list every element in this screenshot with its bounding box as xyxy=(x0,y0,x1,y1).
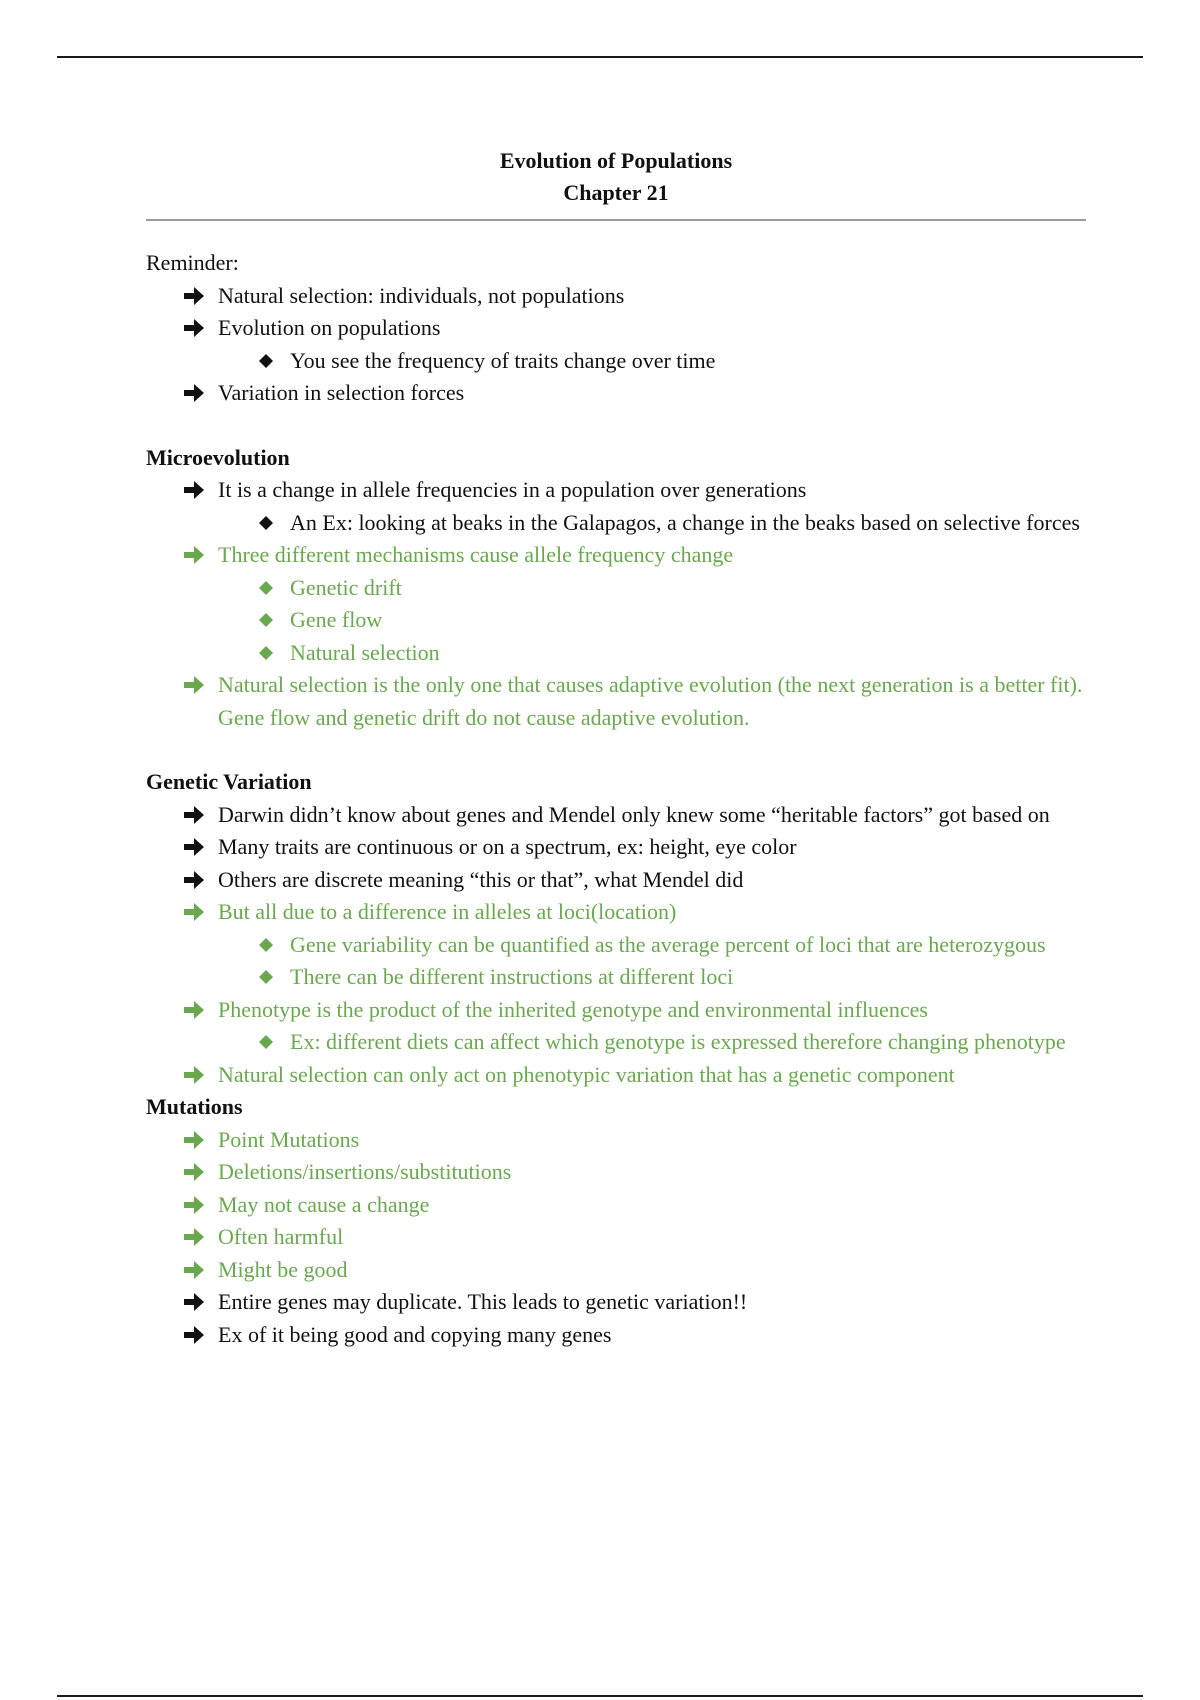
list-item: Often harmful xyxy=(146,1221,1086,1254)
page-top-rule xyxy=(57,56,1143,58)
arrow-bullet-icon xyxy=(182,799,206,831)
arrow-bullet-icon xyxy=(182,377,206,409)
genetic-variation-list xyxy=(146,799,1086,897)
section-title-microevolution: Microevolution xyxy=(146,444,290,470)
diamond-bullet-icon xyxy=(256,572,276,604)
sub-list-item: Gene variability can be quantified as the average percent of loci that are heterozygous xyxy=(146,929,1086,962)
loci-sublist xyxy=(146,929,1086,994)
arrow-bullet-icon xyxy=(182,539,206,571)
reminder-label: Reminder: xyxy=(146,250,239,275)
list-item: Point Mutations xyxy=(146,1124,1086,1157)
phenotype-list xyxy=(146,994,1086,1027)
list-item: Deletions/insertions/substitutions xyxy=(146,1156,1086,1189)
diamond-bullet-icon xyxy=(256,637,276,669)
list-item: Darwin didn’t know about genes and Mendel only knew some “heritable factors” got based on xyxy=(146,799,1086,832)
list-item: Ex of it being good and copying many genes xyxy=(146,1319,1086,1352)
list-item: But all due to a difference in alleles at loci(location) xyxy=(146,896,1086,929)
list-item: Natural selection is the only one that causes adaptive evolution (the next generation is a better fit). Gene flow and genetic drift do not cause adaptive evolution. xyxy=(146,669,1086,734)
genetic-variation-list-green xyxy=(146,896,1086,929)
microevolution-list xyxy=(146,474,1086,507)
section-title-genetic-variation: Genetic Variation xyxy=(146,769,312,794)
list-item: Entire genes may duplicate. This leads to genetic variation!! xyxy=(146,1286,1086,1319)
microevolution-list-green xyxy=(146,539,1086,572)
list-item: Natural selection: individuals, not populations xyxy=(146,280,1086,313)
arrow-bullet-icon xyxy=(182,896,206,928)
list-item: Phenotype is the product of the inherited genotype and environmental influences xyxy=(146,994,1086,1027)
list-item: Might be good xyxy=(146,1254,1086,1287)
mutations-list-green xyxy=(146,1124,1086,1287)
arrow-bullet-icon xyxy=(182,1319,206,1351)
sub-list-item: An Ex: looking at beaks in the Galapagos, a change in the beaks based on selective forces xyxy=(146,507,1086,540)
sub-list-item: Ex: different diets can affect which genotype is expressed therefore changing phenotype xyxy=(146,1026,1086,1059)
list-item: May not cause a change xyxy=(146,1189,1086,1222)
title-block xyxy=(146,145,1086,209)
arrow-bullet-icon xyxy=(182,994,206,1026)
sub-list-item: Genetic drift xyxy=(146,572,1086,605)
list-item: Three different mechanisms cause allele frequency change xyxy=(146,539,1086,572)
list-item: Evolution on populations xyxy=(146,312,1086,345)
reminder-list xyxy=(146,280,1086,345)
mutations-list xyxy=(146,1286,1086,1351)
list-item: Variation in selection forces xyxy=(146,377,1086,410)
list-item: Many traits are continuous or on a spectrum, ex: height, eye color xyxy=(146,831,1086,864)
arrow-bullet-icon xyxy=(182,864,206,896)
list-item: It is a change in allele frequencies in a population over generations xyxy=(146,474,1086,507)
arrow-bullet-icon xyxy=(182,831,206,863)
diamond-bullet-icon xyxy=(256,507,276,539)
microevolution-list-green-2 xyxy=(146,669,1086,734)
arrow-bullet-icon xyxy=(182,669,206,701)
document-title: Evolution of Populations xyxy=(499,148,733,173)
arrow-bullet-icon xyxy=(182,474,206,506)
list-item: Natural selection can only act on phenotypic variation that has a genetic component xyxy=(146,1059,1086,1092)
reminder-sublist xyxy=(146,345,1086,378)
diamond-bullet-icon xyxy=(256,961,276,993)
mechanisms-sublist xyxy=(146,572,1086,670)
reminder-list-cont xyxy=(146,377,1086,410)
list-item: Others are discrete meaning “this or that”, what Mendel did xyxy=(146,864,1086,897)
arrow-bullet-icon xyxy=(182,1189,206,1221)
section-title-mutations: Mutations xyxy=(146,1094,243,1119)
document-subtitle: Chapter 21 xyxy=(563,180,669,205)
arrow-bullet-icon xyxy=(182,1124,206,1156)
sub-list-item: Gene flow xyxy=(146,604,1086,637)
arrow-bullet-icon xyxy=(182,1221,206,1253)
diamond-bullet-icon xyxy=(256,345,276,377)
sub-list-item: You see the frequency of traits change over time xyxy=(146,345,1086,378)
document-body xyxy=(146,145,1086,1351)
microevolution-sublist xyxy=(146,507,1086,540)
arrow-bullet-icon xyxy=(182,1286,206,1318)
arrow-bullet-icon xyxy=(182,1156,206,1188)
arrow-bullet-icon xyxy=(182,280,206,312)
phenotype-sublist xyxy=(146,1026,1086,1059)
diamond-bullet-icon xyxy=(256,1026,276,1058)
sub-list-item: There can be different instructions at different loci xyxy=(146,961,1086,994)
arrow-bullet-icon xyxy=(182,1254,206,1286)
title-divider xyxy=(146,219,1086,221)
diamond-bullet-icon xyxy=(256,929,276,961)
sub-list-item: Natural selection xyxy=(146,637,1086,670)
diamond-bullet-icon xyxy=(256,604,276,636)
page-bottom-rule xyxy=(57,1695,1143,1697)
arrow-bullet-icon xyxy=(182,312,206,344)
genetic-component-list xyxy=(146,1059,1086,1092)
arrow-bullet-icon xyxy=(182,1059,206,1091)
